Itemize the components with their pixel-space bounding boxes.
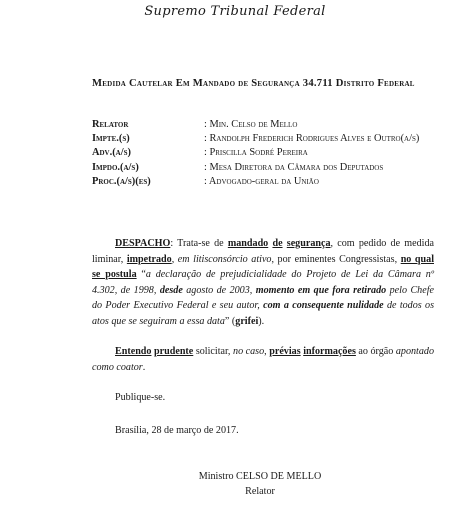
party-value: : Advogado-geral da União [204, 175, 319, 187]
signature-role: Relator [245, 486, 275, 497]
party-row-procurador [92, 175, 434, 189]
party-label: Impdo.(a/s) [92, 161, 139, 173]
party-label: Adv.(a/s) [92, 147, 131, 159]
despacho-paragraph: DESPACHO: Trata-se de mandado de segurança, com pedido de medida liminar, impetrado, em litisconsórcio ativo, por eminentes Congressistas, no qual se postula “a declaração de prejudicialidade do Projeto de Lei da Câmara nº 4.302, de 1998, desde agosto de 2003, momento em que fora retirado pelo Chefe do Poder Executivo Federal e seu autor, com a consequente nulidade de todos os atos que se seguiram a essa data” (grifei). [92, 238, 435, 327]
party-value: : Min. Celso de Mello [204, 119, 298, 130]
entendo-paragraph: Entendo prudente solicitar, no caso, prévias informações ao órgão apontado como coator. [92, 346, 434, 373]
party-value: : Priscilla Sodré Pereira [204, 147, 308, 159]
party-label: Impte.(s) [92, 133, 130, 145]
party-row-impetrado [92, 161, 434, 175]
parties-block [92, 118, 434, 189]
party-row-advogado [92, 146, 434, 160]
party-label: Relator [92, 119, 129, 130]
party-row-relator [92, 118, 434, 132]
party-value: : Randolph Frederich Rodrigues Alves e Outro(a/s) [204, 133, 420, 145]
case-title: Medida Cautelar Em Mandado de Segurança 34.711 Distrito Federal [92, 78, 415, 89]
publique-line: Publique-se. [115, 392, 166, 403]
party-row-impetrante [92, 132, 434, 146]
party-label: Proc.(a/s)(es) [92, 175, 151, 187]
date-line: Brasília, 28 de março de 2017. [115, 425, 239, 436]
court-header: Supremo Tribunal Federal [144, 4, 326, 19]
signature-name: Ministro CELSO DE MELLO [198, 471, 322, 482]
party-value: : Mesa Diretora da Câmara dos Deputados [204, 161, 384, 173]
